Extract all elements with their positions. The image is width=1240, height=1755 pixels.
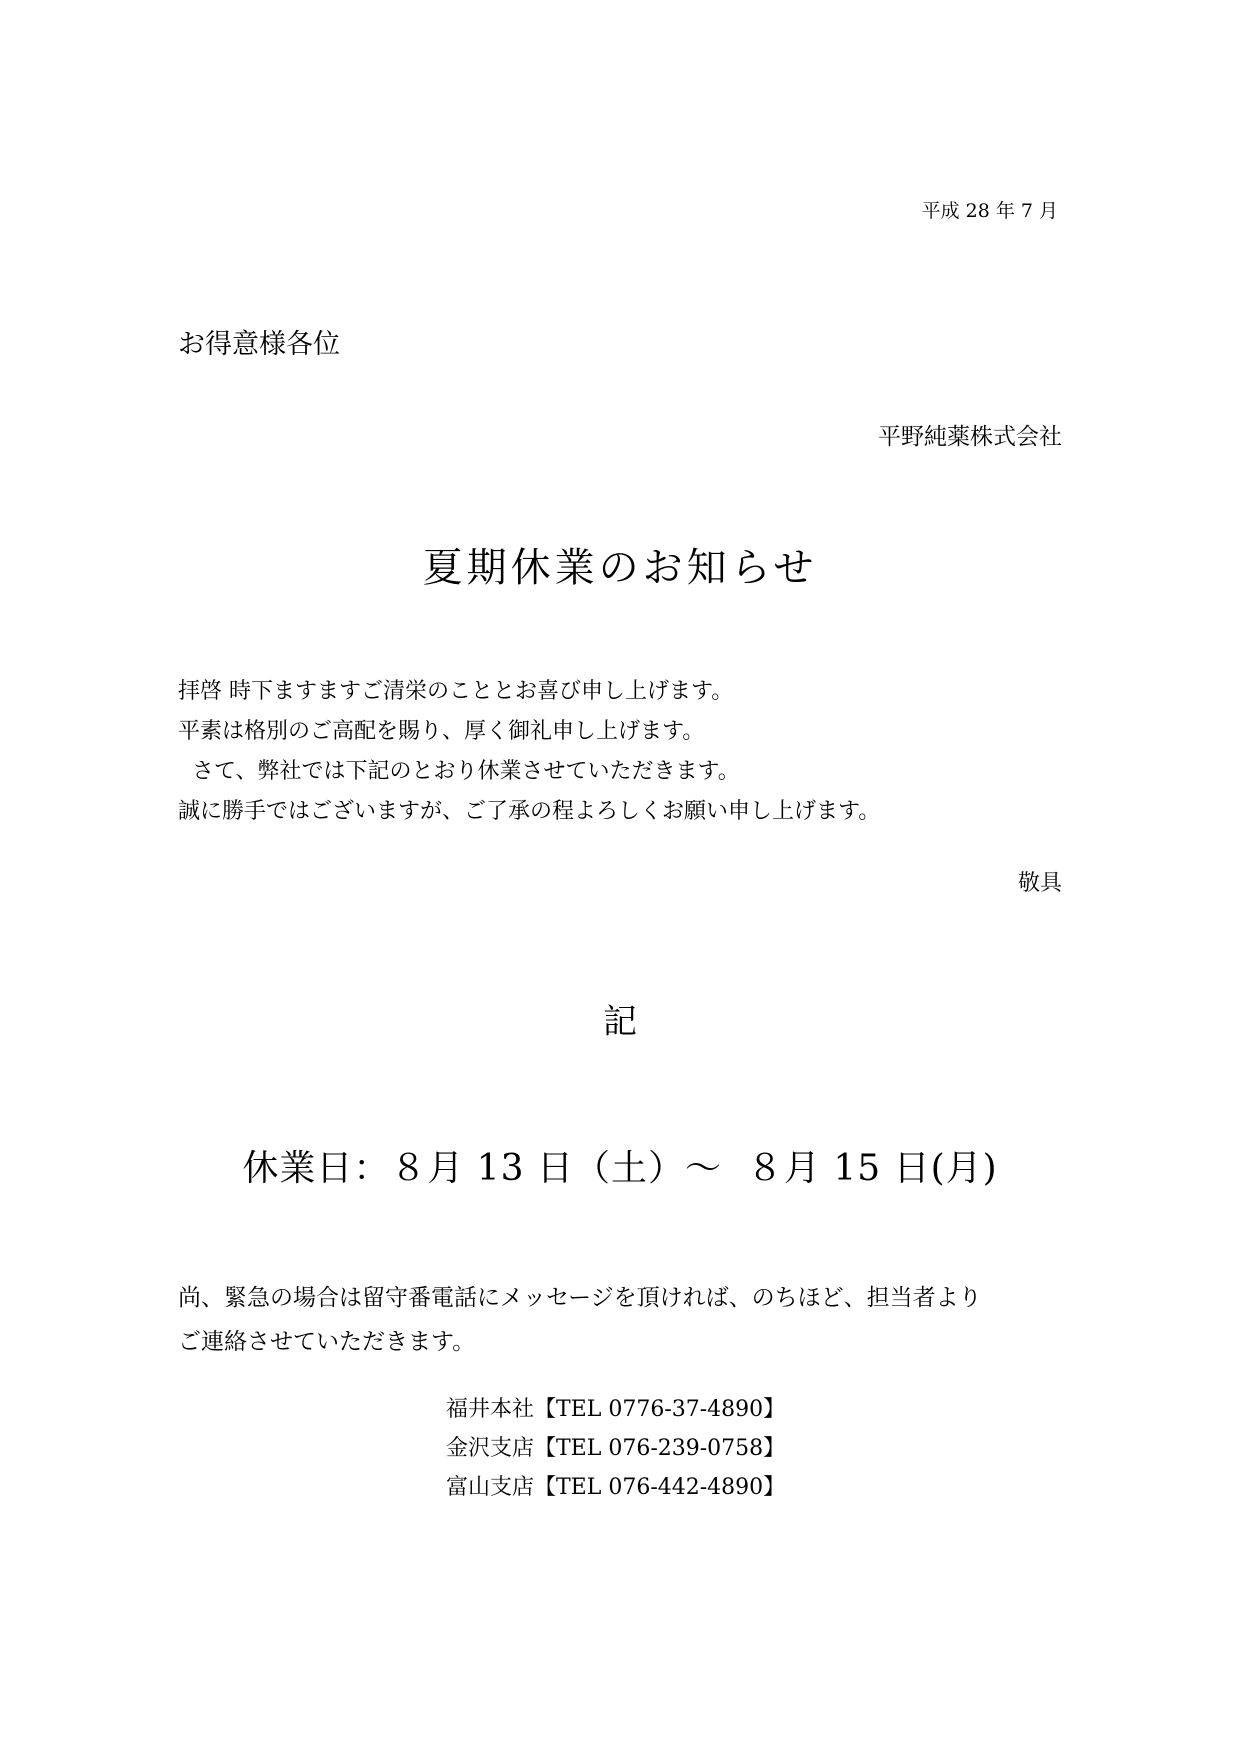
recipient: お得意様各位 [178,329,340,360]
letter-date: 平成 28 年 7 月 [921,200,1058,222]
closing-phrase: 敬具 [1017,871,1062,896]
contact-fukui: 福井本社【TEL 0776-37-4890】 [446,1397,786,1422]
body-line: 拝啓 時下ますますご清栄のこととお喜び申し上げます。 [178,679,734,704]
body-line: 平素は格別のご高配を賜り、厚く御礼申し上げます。 [178,719,705,744]
contact-toyama: 富山支店【TEL 076-442-4890】 [446,1475,786,1500]
holiday-dates: 休業日：８月 13 日（土）～ ８月 15 日(月) [242,1148,998,1189]
ki-heading: 記 [603,1002,637,1042]
body-line: さて、弊社では下記のとおり休業させていただきます。 [178,759,740,784]
letter-body [178,672,880,832]
note-line: ご連絡させていただきます。 [178,1329,476,1355]
body-line: 誠に勝手ではございますが、ご了承の程よろしくお願い申し上げます。 [178,799,881,824]
sender-company: 平野純薬株式会社 [878,424,1062,450]
contact-kanazawa: 金沢支店【TEL 076-239-0758】 [446,1436,786,1461]
emergency-note [178,1276,982,1364]
contact-list [446,1390,785,1507]
notice-title: 夏期休業のお知らせ [422,545,818,591]
note-line: 尚、緊急の場合は留守番電話にメッセージを頂ければ、のちほど、担当者より [178,1285,982,1311]
